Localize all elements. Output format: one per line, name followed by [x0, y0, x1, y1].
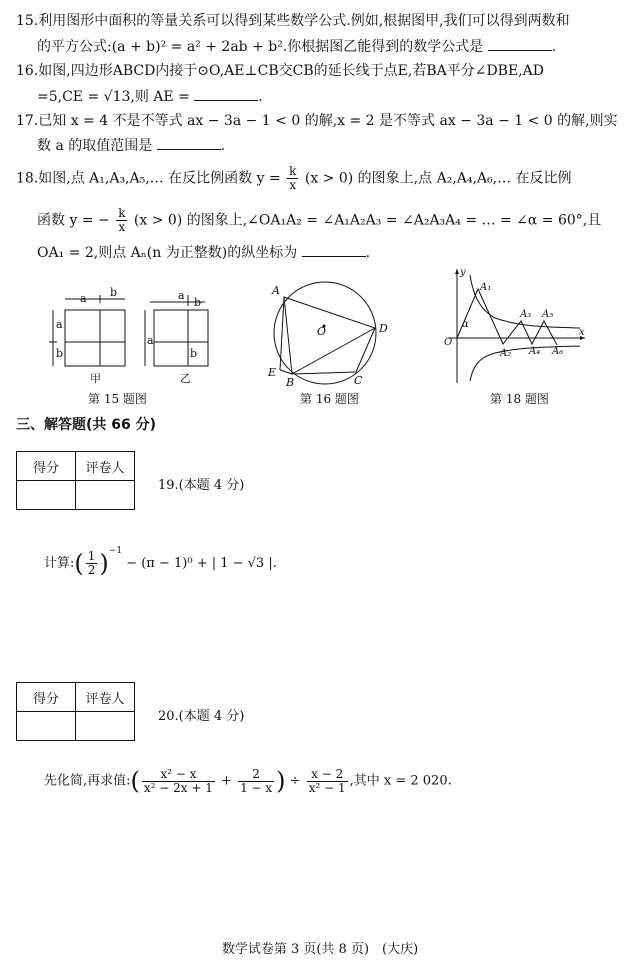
q19-frac [86, 550, 98, 577]
q18-text-e: OA₁ = 2,则点 Aₙ(n 为正整数)的纵坐标为 [37, 245, 298, 261]
f15-right-label: 乙 [180, 372, 191, 385]
f15-right-square [154, 310, 208, 366]
q16-text: =5,CE = √13,则 AE = [37, 89, 190, 105]
f15-left-side-b: b [56, 347, 64, 360]
f15-left-top-b: b [110, 286, 118, 299]
q19-text-b: − (π − 1)⁰ + | 1 − √3 |. [126, 556, 277, 571]
q20-grader-cell[interactable] [76, 712, 135, 741]
f15-caption: 第 15 题图 [88, 392, 147, 406]
q19-text-a: 计算: [44, 556, 75, 571]
q15-line1: 15.利用图形中面积的等量关系可以得到某些数学公式.例如,根据图甲,我们可以得到两数和 [16, 13, 570, 29]
q16-line1: 16.如图,四边形ABCD内接于⊙O,AE⊥CB交CB的延长线于点E,若BA平分∠DBE,AD [16, 63, 544, 79]
q18-line1 [16, 165, 572, 192]
q20-frac-2 [238, 768, 274, 795]
q20-heading: 20.(本题 4 分) [158, 709, 245, 724]
q20-frac-1-num: x² − x [142, 768, 215, 782]
q15-end: . [551, 39, 557, 55]
q20-score-cell[interactable] [17, 712, 76, 741]
q18-end: . [365, 245, 371, 261]
figure-16 [262, 280, 397, 390]
q20-plus: + [221, 773, 232, 789]
q19-score-cell[interactable] [17, 481, 76, 510]
q20-grader-label: 评卷人 [76, 683, 135, 712]
f18-label-A4: A₄ [529, 346, 541, 357]
f15-left-label: 甲 [90, 372, 101, 385]
q20-frac-2-num: 2 [238, 768, 274, 782]
q17-text: 数 a 的取值范围是 [37, 138, 153, 154]
f15-right-side-b: b [190, 347, 198, 360]
q20-expression: 先化简,再求值:( $\frac{\text{x² − x}}{\text{x² − 2x + 1}}$ + $\frac{2}{1 - x}$ ) ÷ $\frac{x - 2}{\text{x² − 1}}$ ,其中 x = 2 020. [44, 766, 452, 795]
q20-frac-3 [307, 768, 348, 795]
q20-frac-3-num: x − 2 [307, 768, 348, 782]
q20-text-b: ,其中 x = 2 020. [349, 773, 452, 789]
page-footer: 数学试卷第 3 页(共 8 页) (大庆) [221, 942, 419, 957]
q19-grader-cell[interactable] [76, 481, 135, 510]
q18-text-b: (x > 0) 的图象上,点 A₂,A₄,A₆,… 在反比例 [304, 170, 572, 187]
q19-grader-label: 评卷人 [76, 452, 135, 481]
q18-text-c: 函数 y = − [37, 212, 110, 229]
figure-15 [40, 282, 210, 387]
q20-score-table [16, 682, 135, 741]
q16-answer-blank[interactable] [194, 87, 258, 101]
f15-left-side-a: a [56, 318, 63, 331]
f16-caption: 第 16 题图 [300, 392, 359, 406]
q16-end: . [258, 89, 263, 105]
q15-answer-blank[interactable] [488, 37, 552, 51]
q20-div: ÷ [289, 773, 301, 789]
q18-frac-2-den: x [118, 220, 126, 234]
q18-frac-1-den: x [289, 178, 297, 192]
q18-frac-2 [116, 207, 127, 234]
q17-end: . [220, 138, 226, 154]
section-3-heading: 三、解答题(共 66 分) [16, 417, 157, 433]
f18-label-y: y [460, 267, 466, 278]
f18-label-x: x [579, 327, 585, 338]
f18-label-A5: A₅ [542, 309, 554, 320]
f15-right-top-a: a [178, 289, 185, 302]
f16-label-B: B [286, 376, 295, 389]
f18-caption: 第 18 题图 [490, 392, 549, 406]
q18-answer-blank[interactable] [302, 243, 366, 257]
f15-left-square [65, 310, 125, 366]
f15-right-side-a: a [147, 334, 154, 347]
q17-line2 [37, 136, 225, 155]
q18-line2 [37, 207, 601, 234]
q18-line3 [37, 243, 370, 262]
f16-label-O: O [317, 325, 327, 338]
q15-text: 的平方公式:(a + b)² = a² + 2ab + b².你根据图乙能得到的数学公式是 [37, 39, 484, 55]
q19-frac-num: 1 [87, 549, 96, 563]
q18-frac-1-num: k [289, 164, 297, 178]
figure-18 [440, 265, 590, 385]
q17-line1: 17.已知 x = 4 不是不等式 ax − 3a − 1 < 0 的解,x = 2 是不等式 ax − 3a − 1 < 0 的解,则实 [16, 113, 618, 129]
q15-line2 [37, 37, 556, 56]
f16-label-D: D [379, 322, 388, 335]
q18-frac-2-num: k [118, 206, 126, 220]
f18-label-A2: A₂ [500, 348, 512, 359]
q20-text-a: 先化简,再求值: [44, 773, 131, 789]
f18-label-alpha: α [462, 319, 469, 330]
f18-label-A6: A₆ [552, 346, 564, 357]
q20-score-label: 得分 [17, 683, 76, 712]
f18-label-A3: A₃ [520, 309, 532, 320]
q17-answer-blank[interactable] [157, 136, 221, 150]
f18-label-A1: A₁ [480, 282, 492, 293]
f16-label-E: E [268, 366, 277, 379]
q18-frac-1 [287, 165, 298, 192]
q20-frac-1-den: x² − 2x + 1 [143, 780, 213, 795]
q18-text-a: 18.如图,点 A₁,A₃,A₅,… 在反比例函数 y = [16, 170, 281, 187]
q19-heading: 19.(本题 4 分) [158, 478, 245, 493]
q19-exponent: −1 [108, 546, 123, 556]
f15-right-top-b: b [194, 296, 202, 309]
q19-score-label: 得分 [17, 452, 76, 481]
q20-frac-1 [142, 768, 215, 795]
f16-label-A: A [272, 284, 280, 297]
q16-line2 [37, 87, 263, 106]
q19-expression: 计算:( $\frac{1}{2}$ )$^{-1}$ − (π − 1)⁰ + | 1 − √3 |. [44, 546, 277, 578]
q20-frac-2-den: 1 − x [240, 780, 273, 795]
f18-label-O: O [444, 337, 453, 348]
f15-left-top-a: a [80, 292, 87, 305]
q19-score-table [16, 451, 135, 510]
f16-label-C: C [354, 374, 363, 387]
q19-frac-den: 2 [87, 563, 96, 577]
q18-text-d: (x > 0) 的图象上,∠OA₁A₂ = ∠A₁A₂A₃ = ∠A₂A₃A₄ = … = ∠α = 60°,且 [133, 212, 602, 229]
q20-frac-3-den: x² − 1 [308, 780, 346, 795]
f18-curve-negative [470, 346, 580, 381]
